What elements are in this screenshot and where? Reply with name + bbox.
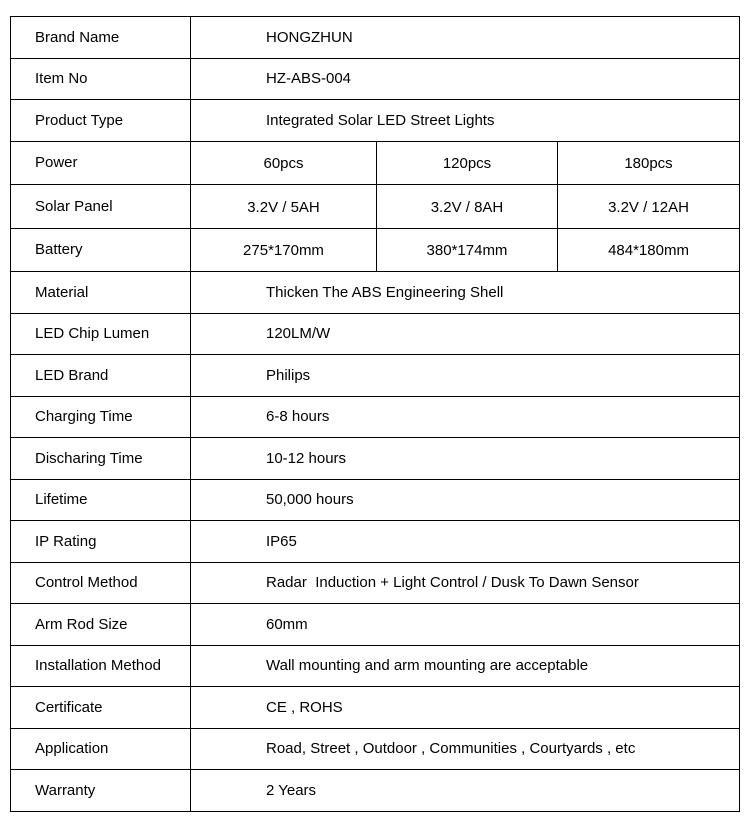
spec-table	[10, 16, 740, 812]
row-label: Application	[11, 728, 191, 770]
row-subvalue: 3.2V / 8AH	[377, 185, 558, 229]
row-label: Arm Rod Size	[11, 604, 191, 646]
table-row	[11, 521, 740, 563]
row-subvalue: 3.2V / 5AH	[191, 185, 377, 229]
row-subvalue: 180pcs	[558, 141, 740, 185]
table-row	[11, 438, 740, 480]
row-value: Integrated Solar LED Street Lights	[191, 100, 740, 142]
row-subvalue: 380*174mm	[377, 228, 558, 272]
table-row	[11, 185, 740, 229]
row-subvalue: 275*170mm	[191, 228, 377, 272]
row-label: Power	[11, 141, 191, 185]
row-label: Item No	[11, 58, 191, 100]
row-label: Brand Name	[11, 17, 191, 59]
row-value: 6-8 hours	[191, 396, 740, 438]
row-value: IP65	[191, 521, 740, 563]
row-value: Philips	[191, 355, 740, 397]
row-label: Material	[11, 272, 191, 314]
table-row	[11, 562, 740, 604]
row-label: Discharing Time	[11, 438, 191, 480]
row-value: 60mm	[191, 604, 740, 646]
row-value: 2 Years	[191, 770, 740, 812]
row-label: Product Type	[11, 100, 191, 142]
row-value: 10-12 hours	[191, 438, 740, 480]
row-label: Lifetime	[11, 479, 191, 521]
row-value: Radar Induction + Light Control / Dusk To Dawn Sensor	[191, 562, 740, 604]
table-row	[11, 58, 740, 100]
table-row	[11, 604, 740, 646]
table-row	[11, 141, 740, 185]
row-value: Road, Street , Outdoor , Communities , Courtyards , etc	[191, 728, 740, 770]
table-row	[11, 228, 740, 272]
row-subvalue: 484*180mm	[558, 228, 740, 272]
row-label: Installation Method	[11, 645, 191, 687]
row-label: Control Method	[11, 562, 191, 604]
table-row	[11, 355, 740, 397]
row-value: CE , ROHS	[191, 687, 740, 729]
table-row	[11, 645, 740, 687]
table-row	[11, 728, 740, 770]
row-value: 50,000 hours	[191, 479, 740, 521]
row-value: HONGZHUN	[191, 17, 740, 59]
row-label: LED Brand	[11, 355, 191, 397]
row-value: 120LM/W	[191, 313, 740, 355]
table-row	[11, 17, 740, 59]
table-row	[11, 396, 740, 438]
table-row	[11, 313, 740, 355]
table-row	[11, 272, 740, 314]
row-subvalue: 60pcs	[191, 141, 377, 185]
row-subvalue: 120pcs	[377, 141, 558, 185]
row-value: Thicken The ABS Engineering Shell	[191, 272, 740, 314]
table-row	[11, 770, 740, 812]
row-label: Certificate	[11, 687, 191, 729]
row-label: Charging Time	[11, 396, 191, 438]
row-subvalue: 3.2V / 12AH	[558, 185, 740, 229]
row-label: Warranty	[11, 770, 191, 812]
row-label: Battery	[11, 228, 191, 272]
row-value: Wall mounting and arm mounting are acceptable	[191, 645, 740, 687]
row-label: Solar Panel	[11, 185, 191, 229]
table-row	[11, 479, 740, 521]
row-label: LED Chip Lumen	[11, 313, 191, 355]
table-row	[11, 100, 740, 142]
row-value: HZ-ABS-004	[191, 58, 740, 100]
row-label: IP Rating	[11, 521, 191, 563]
table-row	[11, 687, 740, 729]
